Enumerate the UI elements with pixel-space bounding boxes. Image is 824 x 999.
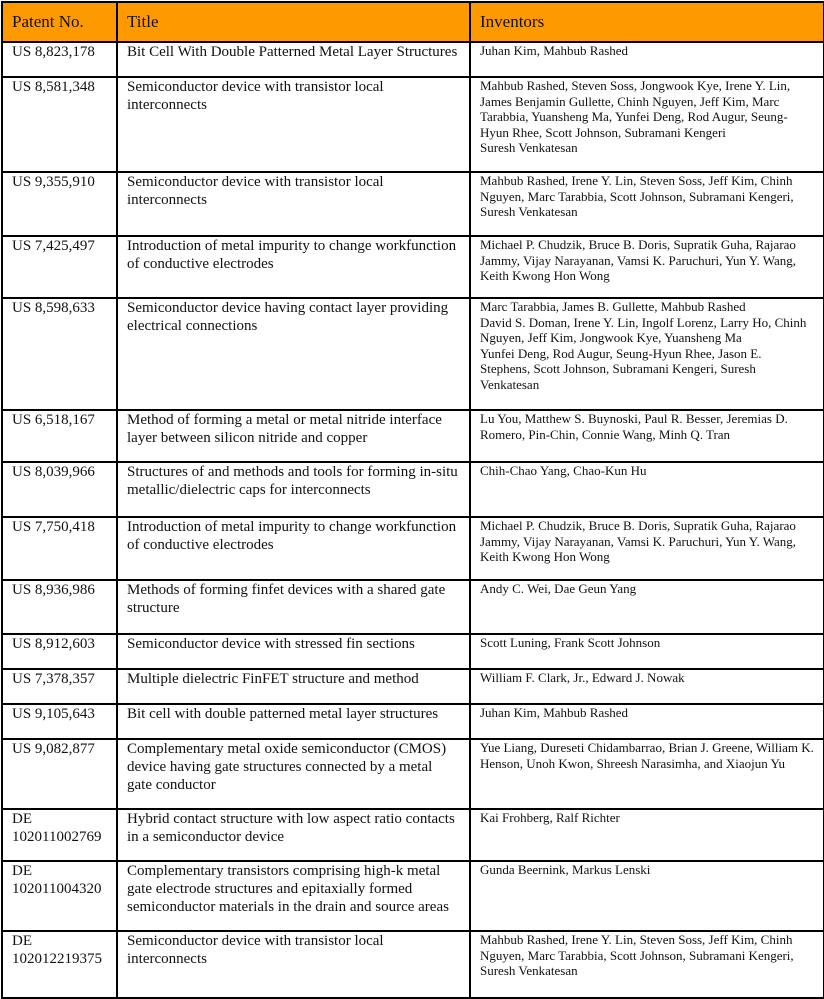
patent-title: Semiconductor device with stressed fin sections	[117, 634, 470, 669]
table-row	[2, 236, 824, 298]
table-row	[2, 517, 824, 580]
patent-inventors: Juhan Kim, Mahbub Rashed	[470, 42, 824, 77]
table-row	[2, 739, 824, 809]
patent-inventors: Yue Liang, Dureseti Chidambarrao, Brian J. Greene, William K. Henson, Unoh Kwon, Shreesh Narasimha, and Xiaojun Yu	[470, 739, 824, 809]
patent-number: US 8,598,633	[2, 298, 117, 410]
table-row	[2, 669, 824, 704]
patent-inventors: Andy C. Wei, Dae Geun Yang	[470, 580, 824, 634]
table-row	[2, 42, 824, 77]
table-row	[2, 861, 824, 931]
patent-number: US 8,581,348	[2, 77, 117, 172]
patent-title: Semiconductor device with transistor local interconnects	[117, 931, 470, 998]
patent-table	[1, 1, 824, 999]
patent-inventors: Lu You, Matthew S. Buynoski, Paul R. Besser, Jeremias D. Romero, Pin-Chin, Connie Wang, Minh Q. Tran	[470, 410, 824, 462]
table-row	[2, 77, 824, 172]
patent-title: Semiconductor device with transistor local interconnects	[117, 172, 470, 236]
patent-title: Semiconductor device with transistor local interconnects	[117, 77, 470, 172]
patent-number: US 6,518,167	[2, 410, 117, 462]
table-row	[2, 704, 824, 739]
table-header-row	[2, 2, 824, 42]
table-row	[2, 298, 824, 410]
patent-title: Hybrid contact structure with low aspect ratio contacts in a semiconductor device	[117, 809, 470, 861]
patent-inventors: William F. Clark, Jr., Edward J. Nowak	[470, 669, 824, 704]
patent-title: Semiconductor device having contact layer providing electrical connections	[117, 298, 470, 410]
patent-title: Method of forming a metal or metal nitride interface layer between silicon nitride and copper	[117, 410, 470, 462]
patent-number: US 7,378,357	[2, 669, 117, 704]
patent-title: Multiple dielectric FinFET structure and method	[117, 669, 470, 704]
patent-title: Bit cell with double patterned metal layer structures	[117, 704, 470, 739]
patent-title: Introduction of metal impurity to change workfunction of conductive electrodes	[117, 236, 470, 298]
patent-title: Bit Cell With Double Patterned Metal Layer Structures	[117, 42, 470, 77]
patent-title: Complementary metal oxide semiconductor (CMOS) device having gate structures connected by a metal gate conductor	[117, 739, 470, 809]
patent-inventors: Juhan Kim, Mahbub Rashed	[470, 704, 824, 739]
table-row	[2, 809, 824, 861]
patent-number: US 7,425,497	[2, 236, 117, 298]
table-row	[2, 931, 824, 998]
patent-title: Complementary transistors comprising high-k metal gate electrode structures and epitaxially formed semiconductor materials in the drain and source areas	[117, 861, 470, 931]
patent-number: US 9,105,643	[2, 704, 117, 739]
patent-number: US 8,912,603	[2, 634, 117, 669]
patent-number: US 9,082,877	[2, 739, 117, 809]
patent-number: US 9,355,910	[2, 172, 117, 236]
patent-title: Introduction of metal impurity to change workfunction of conductive electrodes	[117, 517, 470, 580]
patent-inventors: Mahbub Rashed, Irene Y. Lin, Steven Soss, Jeff Kim, Chinh Nguyen, Marc Tarabbia, Scott Johnson, Subramani Kengeri, Suresh Venkatesan	[470, 172, 824, 236]
table-row	[2, 634, 824, 669]
patent-inventors: Michael P. Chudzik, Bruce B. Doris, Supratik Guha, Rajarao Jammy, Vijay Narayanan, Vamsi K. Paruchuri, Yun Y. Wang, Keith Kwong Hon Wong	[470, 517, 824, 580]
patent-inventors: Mahbub Rashed, Steven Soss, Jongwook Kye, Irene Y. Lin, James Benjamin Gullette, Chinh Nguyen, Jeff Kim, Marc Tarabbia, Yuansheng Ma, Yunfei Deng, Rod Augur, Seung-Hyun Rhee, Scott Johnson, Subramani Kengeri Suresh Venkatesan	[470, 77, 824, 172]
patent-inventors: Mahbub Rashed, Irene Y. Lin, Steven Soss, Jeff Kim, Chinh Nguyen, Marc Tarabbia, Scott Johnson, Subramani Kengeri, Suresh Venkatesan	[470, 931, 824, 998]
patent-number: US 8,936,986	[2, 580, 117, 634]
table-row	[2, 410, 824, 462]
patent-title: Structures of and methods and tools for forming in-situ metallic/dielectric caps for interconnects	[117, 462, 470, 517]
patent-number: US 8,823,178	[2, 42, 117, 77]
table-row	[2, 462, 824, 517]
patent-number: US 7,750,418	[2, 517, 117, 580]
patent-inventors: Scott Luning, Frank Scott Johnson	[470, 634, 824, 669]
patent-inventors: Marc Tarabbia, James B. Gullette, Mahbub Rashed David S. Doman, Irene Y. Lin, Ingolf Lorenz, Larry Ho, Chinh Nguyen, Jeff Kim, Jongwook Kye, Yuansheng Ma Yunfei Deng, Rod Augur, Seung-Hyun Rhee, Jason E. Stephens, Scott Johnson, Subramani Kengeri, Suresh Venkatesan	[470, 298, 824, 410]
column-header-patent-no: Patent No.	[2, 2, 117, 42]
table-row	[2, 172, 824, 236]
patent-inventors: Chih-Chao Yang, Chao-Kun Hu	[470, 462, 824, 517]
patent-number: US 8,039,966	[2, 462, 117, 517]
patent-inventors: Michael P. Chudzik, Bruce B. Doris, Supratik Guha, Rajarao Jammy, Vijay Narayanan, Vamsi K. Paruchuri, Yun Y. Wang, Keith Kwong Hon Wong	[470, 236, 824, 298]
patent-inventors: Kai Frohberg, Ralf Richter	[470, 809, 824, 861]
column-header-title: Title	[117, 2, 470, 42]
patent-number: DE 102012219375	[2, 931, 117, 998]
column-header-inventors: Inventors	[470, 2, 824, 42]
table-row	[2, 580, 824, 634]
patent-title: Methods of forming finfet devices with a shared gate structure	[117, 580, 470, 634]
patent-number: DE 102011002769	[2, 809, 117, 861]
patent-inventors: Gunda Beernink, Markus Lenski	[470, 861, 824, 931]
patent-number: DE 102011004320	[2, 861, 117, 931]
